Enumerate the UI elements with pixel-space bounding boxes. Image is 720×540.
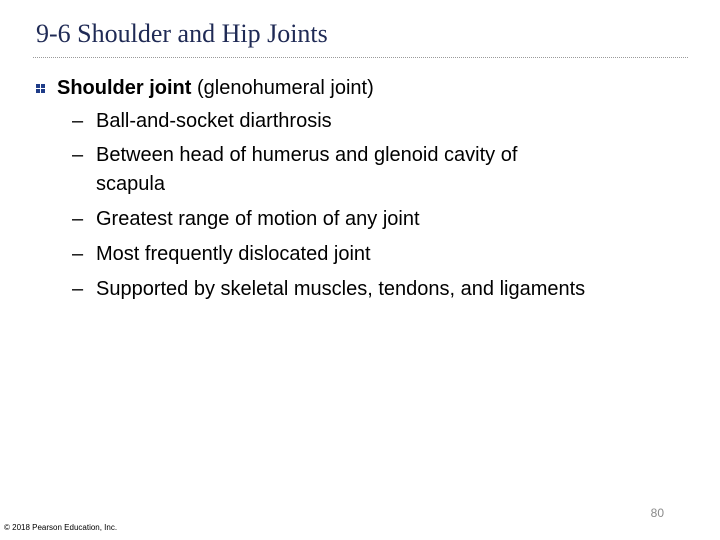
main-bullet-head: Shoulder joint xyxy=(57,77,192,99)
dash-marker: – xyxy=(72,110,84,132)
sub-bullet-text: Between head of humerus and glenoid cavity of xyxy=(96,144,518,166)
main-bullet-text xyxy=(57,76,374,100)
sub-bullet-text: Supported by skeletal muscles, tendons, and ligaments xyxy=(96,278,586,300)
dash-marker: – xyxy=(72,278,84,300)
slide-title: 9-6 Shoulder and Hip Joints xyxy=(36,19,328,48)
sub-bullet-text: Most frequently dislocated joint xyxy=(96,243,371,265)
sub-bullet-text: Greatest range of motion of any joint xyxy=(96,208,420,230)
dash-marker: – xyxy=(72,144,84,166)
sub-bullet-text: Ball-and-socket diarthrosis xyxy=(96,110,332,132)
main-bullet-tail: (glenohumeral joint) xyxy=(191,77,374,99)
copyright-notice: © 2018 Pearson Education, Inc. xyxy=(4,523,118,532)
sub-bullet-text-continued: scapula xyxy=(96,173,165,195)
dash-marker: – xyxy=(72,243,84,265)
page-number: 80 xyxy=(650,506,664,520)
title-divider xyxy=(33,57,688,58)
square-bullet-icon xyxy=(36,84,46,94)
dash-marker: – xyxy=(72,208,84,230)
